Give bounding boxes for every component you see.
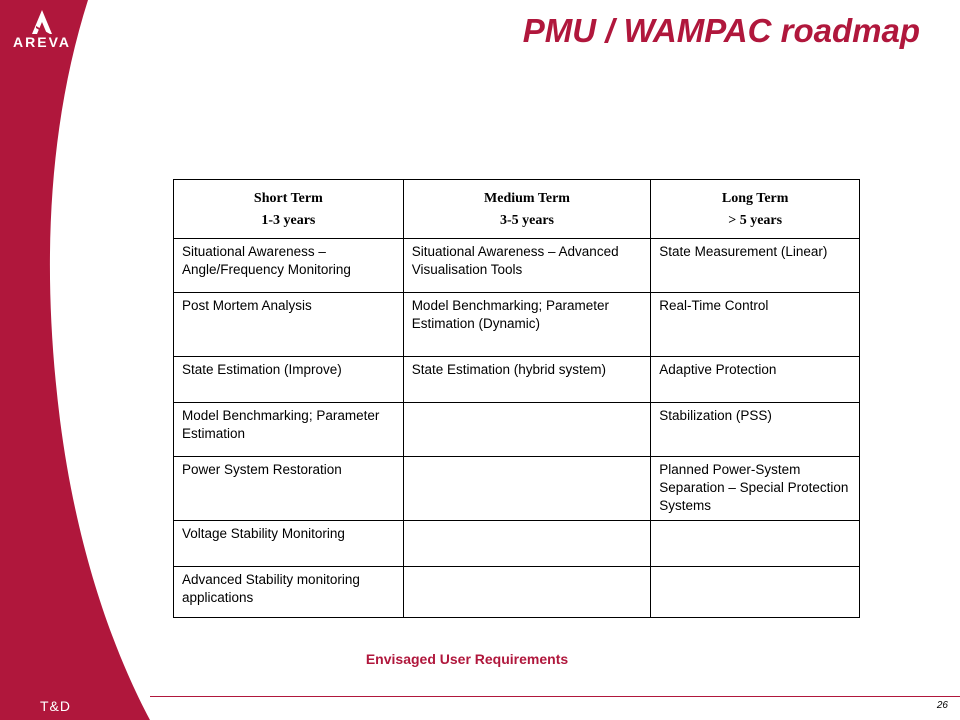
- column-name: Medium Term: [484, 191, 570, 206]
- table-cell: Planned Power-System Separation – Special Protection Systems: [651, 457, 860, 521]
- table-cell: [651, 567, 860, 618]
- column-header-short-term: [174, 180, 404, 239]
- column-range: 1-3 years: [261, 213, 316, 228]
- table-cell: Situational Awareness – Angle/Frequency Monitoring: [174, 239, 404, 293]
- footer-label: T&D: [40, 698, 71, 714]
- table-cell: [403, 567, 651, 618]
- column-range: 3-5 years: [499, 213, 555, 228]
- column-name: Short Term: [253, 191, 323, 206]
- table-cell: Real-Time Control: [651, 293, 860, 357]
- table-cell: State Estimation (Improve): [174, 357, 404, 403]
- table-row: [174, 567, 860, 618]
- table-cell: Advanced Stability monitoring applications: [174, 567, 404, 618]
- table-row: [174, 521, 860, 567]
- table-caption: Envisaged User Requirements: [365, 651, 569, 667]
- table-cell: Post Mortem Analysis: [174, 293, 404, 357]
- table-row: [174, 403, 860, 457]
- table-cell: State Estimation (hybrid system): [403, 357, 651, 403]
- table-row: [174, 457, 860, 521]
- table-cell: Situational Awareness – Advanced Visualisation Tools: [403, 239, 651, 293]
- logo-text: AREVA: [13, 34, 71, 50]
- table-cell: Model Benchmarking; Parameter Estimation: [174, 403, 404, 457]
- table-cell: [403, 457, 651, 521]
- table-row: [174, 239, 860, 293]
- table-cell: [403, 403, 651, 457]
- page-title: PMU / WAMPAC roadmap: [522, 12, 920, 49]
- column-range: > 5 years: [728, 213, 783, 228]
- table-cell: [403, 521, 651, 567]
- column-header-medium-term: [403, 180, 651, 239]
- table-cell: [651, 521, 860, 567]
- table-cell: Adaptive Protection: [651, 357, 860, 403]
- table-header-row: [174, 180, 860, 239]
- page-number: 26: [936, 700, 948, 711]
- table-cell: State Measurement (Linear): [651, 239, 860, 293]
- footer-divider: [150, 696, 960, 697]
- table-row: [174, 293, 860, 357]
- column-header-long-term: [651, 180, 860, 239]
- column-name: Long Term: [721, 191, 789, 206]
- table-cell: Voltage Stability Monitoring: [174, 521, 404, 567]
- table-row: [174, 357, 860, 403]
- roadmap-table: [173, 179, 860, 618]
- table-cell: Stabilization (PSS): [651, 403, 860, 457]
- table-cell: Model Benchmarking; Parameter Estimation (Dynamic): [403, 293, 651, 357]
- table-cell: Power System Restoration: [174, 457, 404, 521]
